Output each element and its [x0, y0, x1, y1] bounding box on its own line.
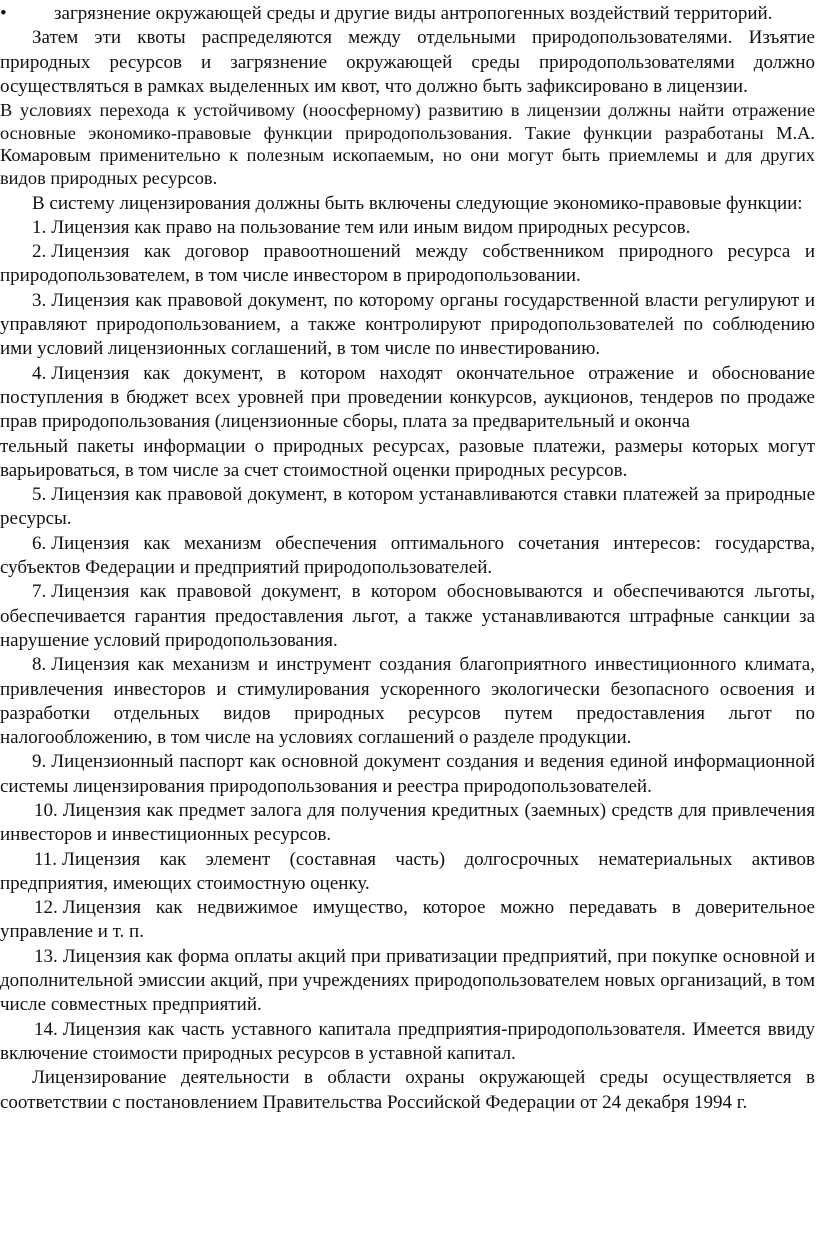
list-item-number: 10. — [34, 799, 58, 821]
list-item-text: Лицензия как элемент (составная часть) долгосрочных нематериальных активов предприятия, имеющих стоимостную оценку. — [0, 848, 815, 894]
list-item-number: 5. — [32, 484, 47, 506]
list-item-7 — [0, 580, 815, 653]
list-item-number: 2. — [32, 241, 47, 263]
list-item-text: Лицензия как правовой документ, по которому органы государственной власти регулируют и управляют природопользованием, а также контролируют природопользователей по соблюдению ими условий лицензионных соглашений, в том числе по инвестированию. — [0, 289, 815, 360]
list-item-text: Лицензионный паспорт как основной документ создания и ведения единой информационной системы лицензирования природопользования и реестра природопользователей. — [0, 751, 815, 797]
list-item-number: 14. — [34, 1018, 58, 1040]
list-item-14 — [0, 1018, 815, 1067]
list-item-3 — [0, 289, 815, 362]
list-item-number: 6. — [32, 532, 47, 554]
paragraph-quotas: Затем эти квоты распределяются между отдельными природопользователями. Изъятие природных ресурсов и загрязнение окружающей среды природопользователями должно осуществляться в рамках выделенных им квот, что должно быть зафиксировано в лицензии. — [0, 27, 815, 97]
list-item-10 — [0, 799, 815, 848]
bullet-text: загрязнение окружающей среды и другие виды антропогенных воздействий территорий. — [54, 3, 773, 24]
bullet-mark: • — [0, 3, 7, 24]
list-item-text: Лицензия как механизм и инструмент создания благоприятного инвестиционного климата, привлечения инвесторов и стимулирования ускоренного экологически безопасного освоения и разработки отдельных видов природных ресурсов путем предоставления льгот по налогообложению, в том числе на условиях соглашений о разделе продукции. — [0, 654, 815, 749]
list-item-text: тельный пакеты информации о природных ресурсах, разовые платежи, размеры которых могут варьироваться, в том числе за счет стоимостной оценки природных ресурсов. — [0, 435, 815, 481]
list-item-text: Лицензия как предмет залога для получения кредитных (заемных) средств для привлечения инвесторов и инвестиционных ресурсов. — [0, 799, 815, 846]
list-item-text: Лицензия как документ, в котором находят окончательное отражение и обоснование поступления в бюджет всех уровней при проведении конкурсов, аукционов, тендеров по продаже прав природопользования (лицензионные сборы, плата за предварительный и оконча — [0, 362, 815, 433]
list-item-6 — [0, 532, 815, 581]
list-item-1 — [0, 216, 815, 240]
list-item-12 — [0, 896, 815, 945]
paragraph-final: Лицензирование деятельности в области охраны окружающей среды осуществляется в соответствии с постановлением Правительства Российской Федерации от 24 декабря 1994 г. — [0, 1067, 815, 1113]
list-item-number: 11. — [34, 848, 58, 870]
list-item-text: Лицензия как право на пользование тем или иным видом природных ресурсов. — [51, 216, 691, 238]
bullet-paragraph — [0, 2, 815, 26]
list-item-number: 1. — [32, 216, 47, 238]
list-item-4 — [0, 362, 815, 435]
list-item-4-continuation — [0, 435, 815, 484]
list-item-5 — [0, 483, 815, 532]
list-item-text: Лицензия как форма оплаты акций при приватизации предприятий, при покупке основной и дополнительной эмиссии акций, при учреждениях природопользователем новых организаций, в том числе совместных предприятий. — [0, 945, 815, 1016]
list-item-number: 9. — [32, 751, 47, 773]
list-item-text: Лицензия как механизм обеспечения оптимального сочетания интересов: государства, субъектов Федерации и предприятий природопользователей. — [0, 532, 815, 579]
list-item-number: 3. — [32, 289, 47, 311]
list-item-number: 13. — [34, 945, 58, 967]
list-item-text: Лицензия как часть уставного капитала предприятия-природопользователя. Имеется ввиду включение стоимости природных ресурсов в уставной капитал. — [0, 1018, 815, 1064]
list-item-number: 8. — [32, 654, 47, 676]
list-item-text: Лицензия как договор правоотношений между собственником природного ресурса и природопользователем, в том числе инвестором в природопользовании. — [0, 241, 815, 287]
list-item-8 — [0, 653, 815, 750]
list-item-9 — [0, 750, 815, 799]
paragraph-intro: В систему лицензирования должны быть включены следующие экономико-правовые функции: — [32, 192, 803, 214]
paragraph-transition: В условиях перехода к устойчивому (ноосферному) развитию в лицензии должны найти отражение основные экономико-правовые функции природопользования. Такие функции разработаны М.А. Комаровым применительно к полезным ископаемым, но они могут быть приемлемы и для других видов природных ресурсов. — [0, 100, 815, 188]
list-item-number: 7. — [32, 581, 47, 603]
list-item-text: Лицензия как недвижимое имущество, которое можно передавать в доверительное управление и т. п. — [0, 897, 815, 943]
list-item-number: 4. — [32, 362, 47, 384]
list-item-text: Лицензия как правовой документ, в котором обосновываются и обеспечиваются льготы, обеспечивается гарантия предоставления льгот, а также устанавливаются штрафные санкции за нарушение условий природопользования. — [0, 581, 815, 651]
list-item-13 — [0, 945, 815, 1018]
list-item-number: 12. — [34, 897, 58, 919]
list-item-2 — [0, 240, 815, 289]
list-item-11 — [0, 848, 815, 897]
list-item-text: Лицензия как правовой документ, в котором устанавливаются ставки платежей за природные ресурсы. — [0, 484, 815, 530]
